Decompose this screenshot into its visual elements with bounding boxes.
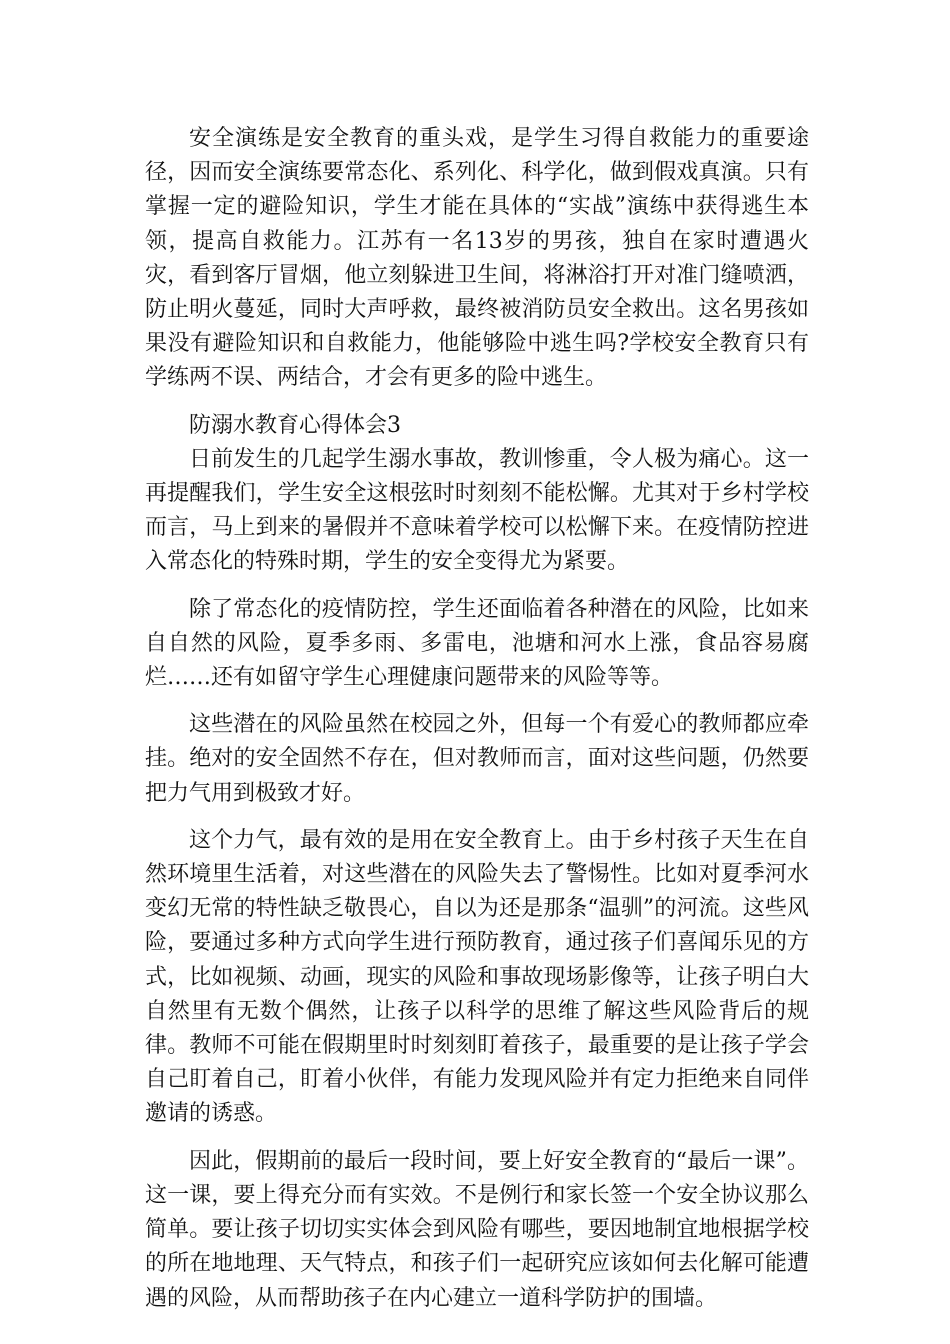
paragraph-last-lesson: 因此，假期前的最后一段时间，要上好安全教育的“最后一课”。这一课，要上得充分而有实效。不是例行和家长签一个安全协议那么简单。要让孩子切切实实体会到风险有哪些，要因地制宜地根据学校的所在地地理、天气特点，和孩子们一起研究应该如何去化解可能遭遇的风险，从而帮助孩子在内心建立一道科学防护的围墙。 [145, 1148, 809, 1311]
paragraph-concern: 这些潜在的风险虽然在校园之外，但每一个有爱心的教师都应牵挂。绝对的安全固然不存在，但对教师而言，面对这些问题，仍然要把力气用到极致才好。 [145, 712, 809, 806]
paragraph-education: 这个力气，最有效的是用在安全教育上。由于乡村孩子天生在自然环境里生活着，对这些潜在的风险失去了警惕性。比如对夏季河水变幻无常的特性缺乏敬畏心，自以为还是那条“温驯”的河流。这些风险，要通过多种方式向学生进行预防教育，通过孩子们喜闻乐见的方式，比如视频、动画，现实的风险和事故现场影像等，让孩子明白大自然里有无数个偶然，让孩子以科学的思维了解这些风险背后的规律。教师不可能在假期里时时刻刻盯着孩子，最重要的是让孩子学会自己盯着自己，盯着小伙伴，有能力发现风险并有定力拒绝来自同伴邀请的诱惑。 [145, 827, 809, 1127]
paragraph-risks: 除了常态化的疫情防控，学生还面临着各种潜在的风险，比如来自自然的风险，夏季多雨、多雷电，池塘和河水上涨，食品容易腐烂……还有如留守学生心理健康问题带来的风险等等。 [145, 596, 809, 691]
paragraph-accidents: 日前发生的几起学生溺水事故，教训惨重，令人极为痛心。这一再提醒我们，学生安全这根弦时时刻刻不能松懈。尤其对于乡村学校而言，马上到来的暑假并不意味着学校可以松懈下来。在疫情防控进入常态化的特殊时期，学生的安全变得尤为紧要。 [145, 446, 809, 575]
paragraph-drill: 安全演练是安全教育的重头戏，是学生习得自救能力的重要途径，因而安全演练要常态化、系列化、科学化，做到假戏真演。只有掌握一定的避险知识，学生才能在具体的“实战”演练中获得逃生本领，提高自救能力。江苏有一名13岁的男孩，独自在家时遭遇火灾，看到客厅冒烟，他立刻躲进卫生间，将淋浴打开对准门缝喷洒，防止明火蔓延，同时大声呼救，最终被消防员安全救出。这名男孩如果没有避险知识和自救能力，他能够险中逃生吗?学校安全教育只有学练两不误、两结合，才会有更多的险中逃生。 [145, 126, 809, 391]
document-page [145, 122, 809, 1329]
section-title: 防溺水教育心得体会3 [189, 412, 401, 438]
